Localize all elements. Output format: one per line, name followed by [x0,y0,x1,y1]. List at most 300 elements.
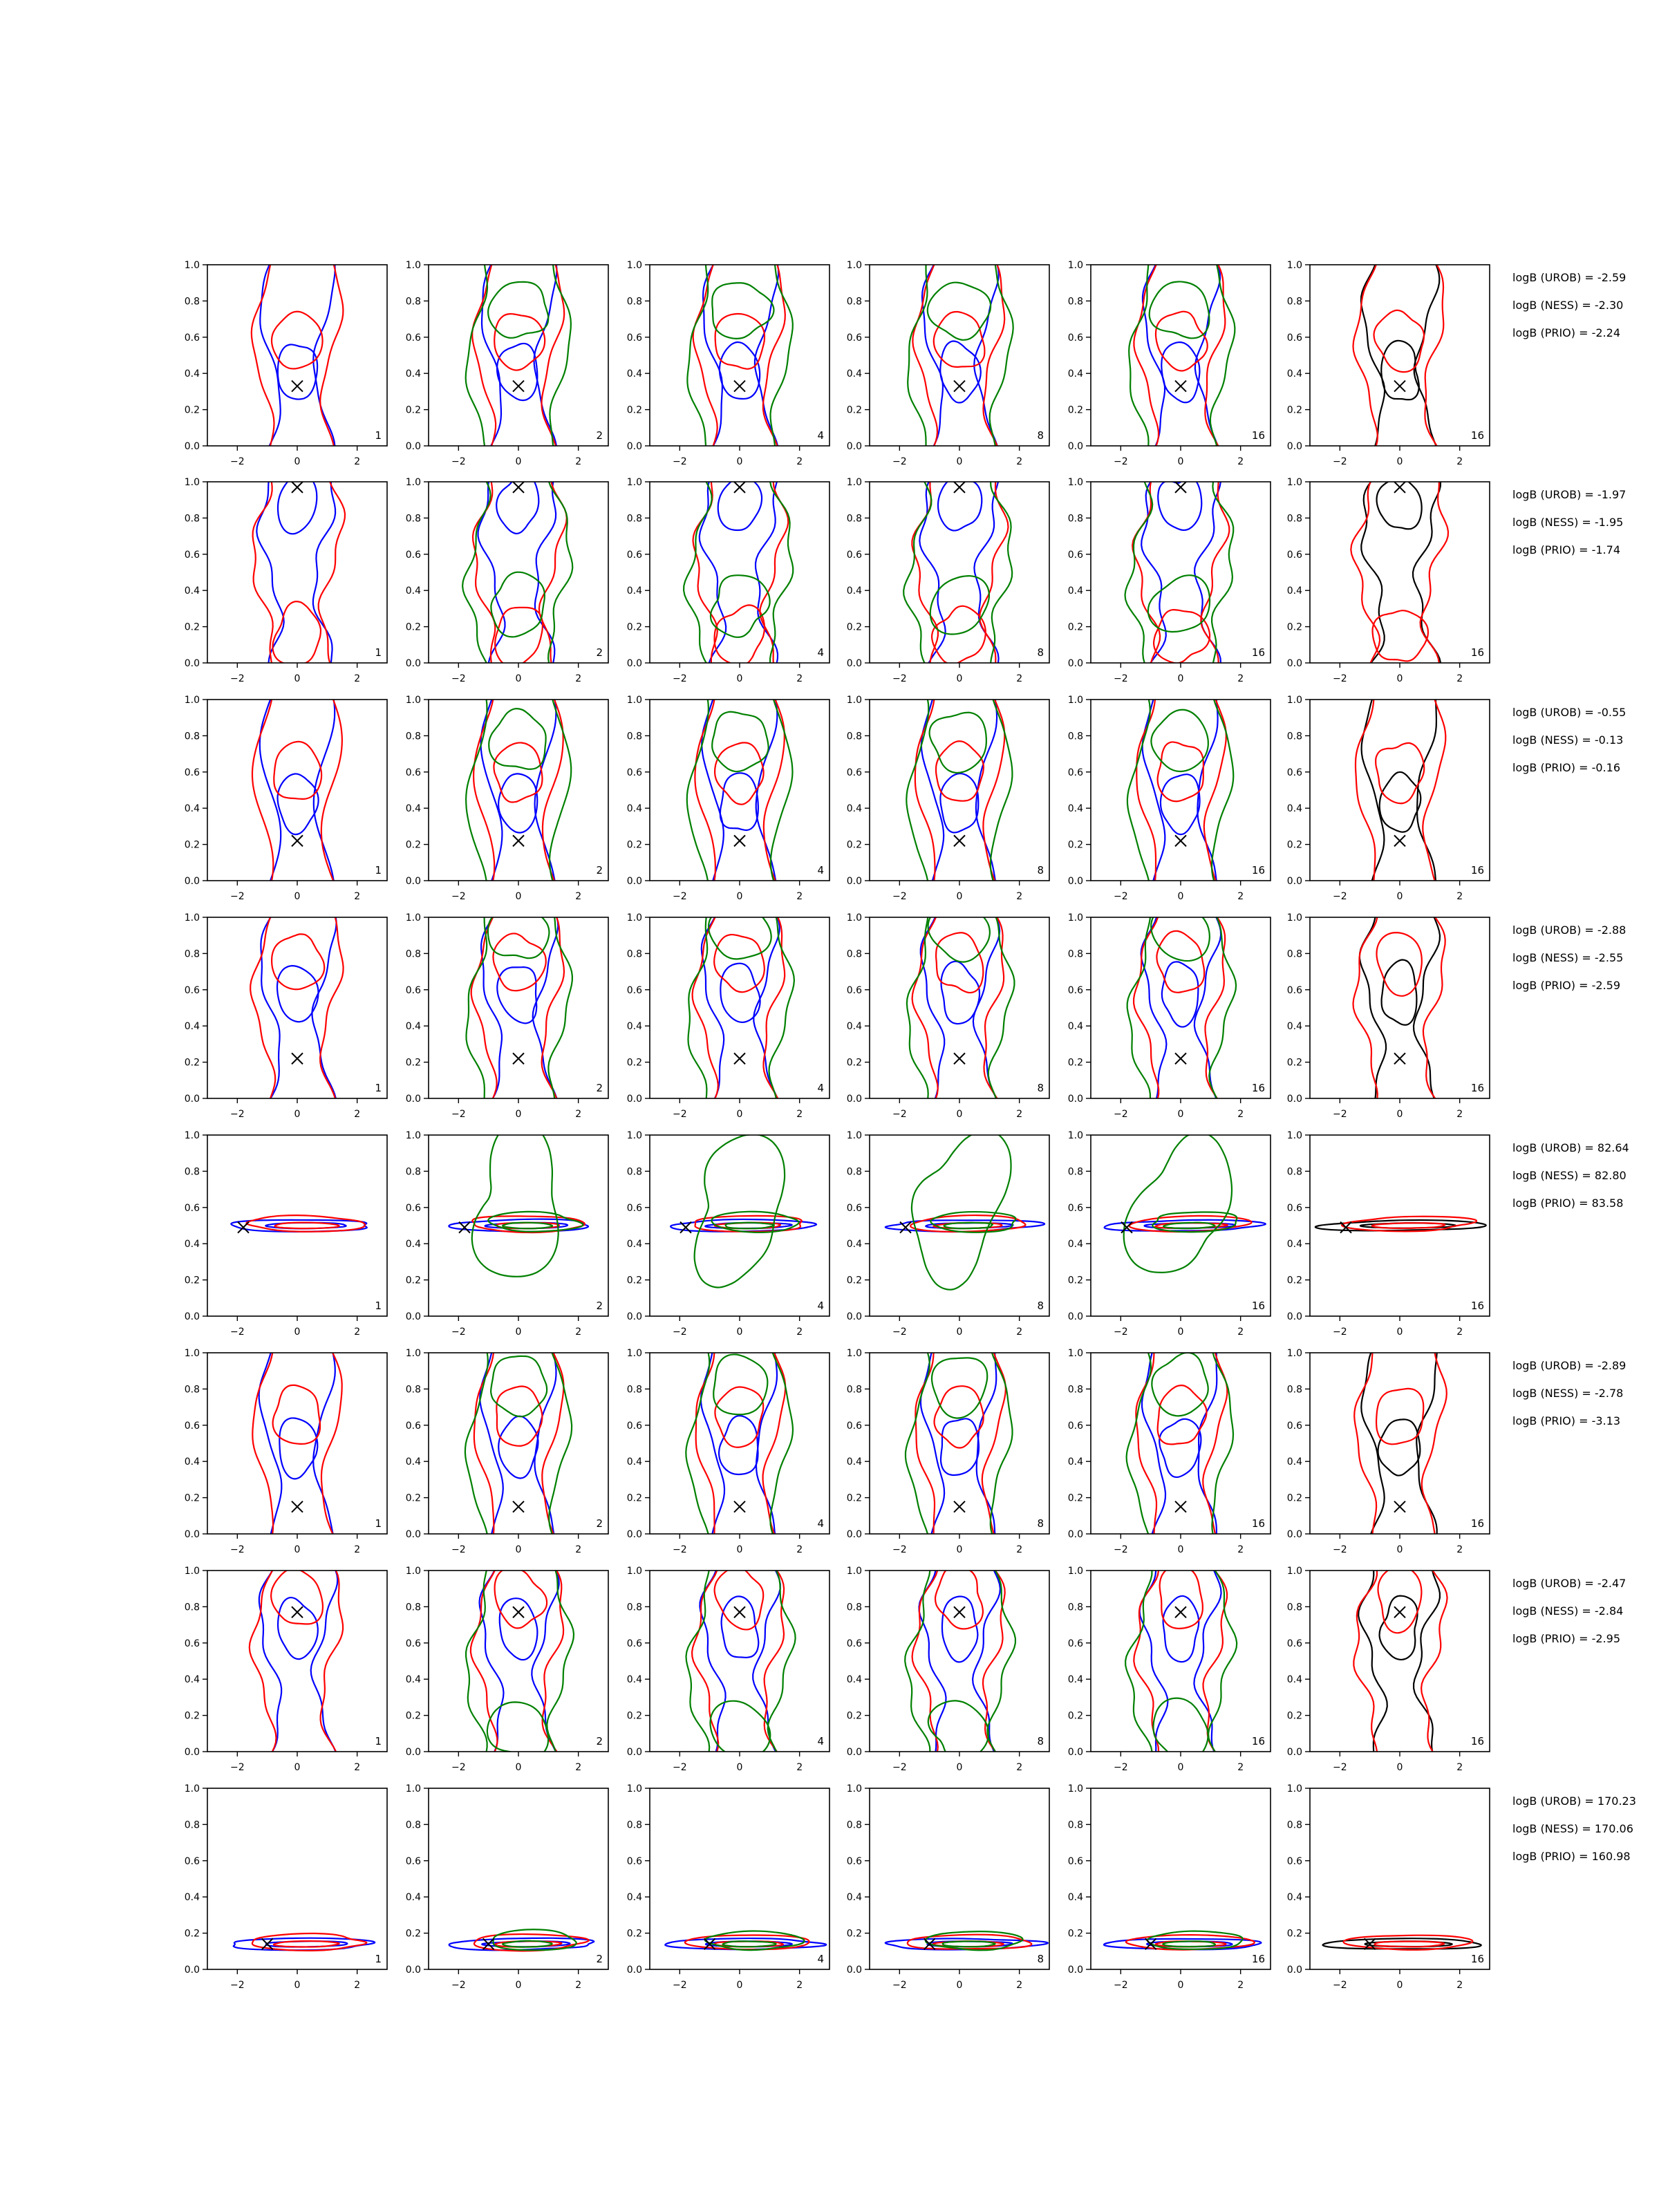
y-tick-label: 0.2 [846,1928,862,1940]
panel-frame [870,1571,1049,1752]
y-tick-label: 1.0 [184,1566,200,1577]
x-tick-label: 0 [956,1762,963,1773]
y-tick-label: 1.0 [1286,695,1302,706]
y-tick-label: 0.8 [1286,1819,1302,1831]
y-tick-label: 1.0 [1067,1348,1083,1359]
x-tick-label: 0 [1177,891,1184,902]
y-tick-label: 0.4 [1286,803,1302,815]
y-tick-label: 0.6 [1067,1855,1083,1867]
y-tick-label: 0.0 [184,876,200,887]
truth-marker [292,1053,303,1064]
contour-blue [885,1220,1044,1232]
truth-marker [1175,835,1186,846]
panel-r2-c5 [1068,477,1271,684]
contour-inner-loop [1376,743,1424,803]
contour-inner-loop [278,1597,318,1659]
contour-inner-loop [495,1568,547,1628]
contour-right-edge [550,700,571,881]
y-tick-label: 0.0 [846,1094,862,1105]
y-tick-label: 0.6 [1286,549,1302,561]
y-tick-label: 0.6 [184,1855,200,1867]
y-tick-label: 0.6 [626,1855,642,1867]
x-tick-label: 2 [354,1980,361,1991]
contour-group [1127,902,1236,1098]
contour-left-edge [465,1353,488,1534]
panel-count-label: 16 [1251,1953,1265,1965]
contour-left-edge [1142,1353,1165,1534]
y-tick-label: 0.4 [184,368,200,380]
contour-left-edge [1125,1571,1152,1752]
x-tick-label: −2 [892,1544,907,1555]
x-tick-label: 0 [515,456,522,467]
y-tick-label: 0.4 [1286,1021,1302,1033]
x-tick-label: 2 [1456,1327,1463,1338]
truth-marker [954,1053,965,1064]
contour-inner-loop [273,601,321,664]
contour-group [1104,1931,1262,1950]
panel-r8-c2 [406,1783,608,1991]
x-tick-label: −2 [673,891,687,902]
y-tick-label: 0.0 [626,1965,642,1976]
x-tick-label: 2 [1016,673,1023,684]
truth-marker [734,1053,745,1064]
y-tick-label: 0.4 [184,585,200,597]
y-tick-label: 0.6 [626,767,642,778]
x-tick-label: −2 [1114,1762,1128,1773]
contour-right-edge [548,482,572,663]
x-tick-label: 2 [1016,891,1023,902]
panel-count-label: 4 [817,864,824,877]
y-tick-label: 0.4 [1067,1674,1083,1686]
x-tick-label: −2 [230,1544,245,1555]
contour-inner [1372,1223,1445,1228]
y-tick-label: 0.6 [1286,984,1302,996]
contour-left-edge [1361,1353,1384,1534]
x-tick-label: −2 [1333,891,1347,902]
contour-right-edge [763,1353,786,1534]
contour-inner [1163,1941,1215,1947]
logB-prio-label: logB (PRIO) = -1.74 [1512,543,1620,556]
panel-count-label: 16 [1470,1082,1484,1094]
y-tick-label: 0.6 [1067,984,1083,996]
x-tick-label: 2 [575,1544,582,1555]
y-tick-label: 1.0 [1067,1130,1083,1141]
contour-left-edge [1134,265,1159,446]
contour-right-edge [1423,700,1445,881]
y-tick-label: 0.6 [184,332,200,344]
logB-ness-label: logB (NESS) = -2.78 [1512,1387,1624,1400]
x-tick-label: 0 [956,1109,963,1120]
y-tick-label: 0.4 [846,585,862,597]
contour-left-edge [1127,917,1150,1098]
contour-left-edge [1143,700,1165,881]
contour-group [684,476,793,666]
y-tick-label: 0.2 [405,1928,421,1940]
panel-r1-c4 [847,260,1049,467]
x-tick-label: 2 [1456,1109,1463,1120]
panel-r7-c3 [627,1566,830,1773]
y-tick-label: 0.2 [184,404,200,416]
x-tick-label: 2 [796,673,803,684]
x-tick-label: −2 [230,1109,245,1120]
panel-r6-c2 [406,1348,608,1555]
x-tick-label: 0 [736,456,743,467]
panel-count-label: 16 [1470,1953,1484,1965]
contour-inner-loop [278,774,319,834]
panel-count-label: 2 [596,1082,603,1094]
contour-left-edge [1134,917,1159,1098]
x-tick-label: 2 [1237,1109,1244,1120]
truth-marker [513,1501,524,1512]
contour-left-edge [686,1353,709,1534]
truth-marker [1394,1053,1405,1064]
logB-prio-label: logB (PRIO) = 160.98 [1512,1850,1631,1863]
panel-r7-c6 [1287,1566,1490,1773]
y-tick-label: 0.4 [1067,585,1083,597]
x-tick-label: 0 [294,456,301,467]
x-tick-label: −2 [1114,891,1128,902]
contour-group [885,1931,1048,1950]
contour-left-edge [253,482,273,663]
panel-r5-c3 [627,1130,830,1338]
contour-inner-loop [720,342,760,399]
x-tick-label: 0 [515,1544,522,1555]
contour-right-edge [771,700,793,881]
y-tick-label: 0.6 [1286,1638,1302,1649]
x-tick-label: 0 [1396,1544,1403,1555]
contour-group [462,473,572,667]
y-tick-label: 0.2 [1067,839,1083,851]
contour-group [687,700,793,881]
y-tick-label: 0.0 [846,1747,862,1758]
contour-left-edge [912,265,937,446]
panel-frame [870,482,1049,663]
contour-left-edge [466,1571,487,1752]
contour-group [449,1929,594,1951]
panel-count-label: 16 [1251,646,1265,659]
contour-inner-loop [1161,342,1199,402]
x-tick-label: 0 [515,673,522,684]
y-tick-label: 1.0 [1286,1566,1302,1577]
panel-r1-c1 [185,260,387,467]
panel-count-label: 8 [1037,1082,1044,1094]
x-tick-label: −2 [892,1762,907,1773]
y-tick-label: 0.6 [846,767,862,778]
y-tick-label: 0.8 [626,1819,642,1831]
contour-inner-loop [928,283,991,340]
logB-prio-label: logB (PRIO) = -0.16 [1512,761,1620,774]
panel-count-label: 1 [375,1300,382,1312]
x-tick-label: −2 [673,1762,687,1773]
panel-r3-c3 [627,695,830,902]
y-tick-label: 0.6 [626,549,642,561]
y-tick-label: 0.8 [184,948,200,960]
contour-inner-loop [710,1701,770,1759]
y-tick-label: 0.6 [626,332,642,344]
x-tick-label: 2 [575,673,582,684]
panel-frame [207,700,387,881]
logB-ness-label: logB (NESS) = -2.30 [1512,299,1624,312]
panel-count-label: 2 [596,429,603,442]
contour-right-edge [1204,700,1226,881]
x-tick-label: −2 [1333,1762,1347,1773]
y-tick-label: 0.0 [626,441,642,452]
y-tick-label: 0.0 [846,1965,862,1976]
y-tick-label: 1.0 [405,1566,421,1577]
x-tick-label: 0 [1396,1980,1403,1991]
y-tick-label: 0.6 [846,549,862,561]
contour-group [231,1215,366,1232]
contour-left-edge [912,1571,938,1752]
y-tick-label: 0.2 [405,1710,421,1722]
y-tick-label: 0.2 [1286,621,1302,633]
y-tick-label: 0.4 [405,1456,421,1468]
x-tick-label: −2 [230,891,245,902]
panel-count-label: 2 [596,1517,603,1530]
y-tick-label: 0.8 [1067,513,1083,525]
y-tick-label: 0.4 [626,368,642,380]
contour-left-edge [250,1571,276,1752]
y-tick-label: 0.8 [846,948,862,960]
contour-group [671,1134,816,1287]
truth-marker [734,1501,745,1512]
contour-inner-loop [1148,575,1210,632]
y-tick-label: 0.8 [405,1819,421,1831]
y-tick-label: 0.4 [184,1456,200,1468]
x-tick-label: −2 [892,456,907,467]
contour-group [1323,1936,1481,1950]
x-tick-label: 2 [1456,891,1463,902]
contour-right-edge [764,700,785,881]
y-tick-label: 1.0 [846,912,862,924]
x-tick-label: 0 [736,1544,743,1555]
y-tick-label: 0.2 [1286,1275,1302,1286]
y-tick-label: 1.0 [626,1783,642,1794]
contour-group [1353,917,1445,1098]
y-tick-label: 0.8 [405,1166,421,1178]
y-tick-label: 0.4 [1286,1674,1302,1686]
y-tick-label: 0.4 [1067,803,1083,815]
x-tick-label: −2 [230,1980,245,1991]
contour-right-edge [988,917,1015,1098]
y-tick-label: 0.4 [1067,1239,1083,1250]
contour-group [467,903,572,1098]
y-tick-label: 0.2 [1286,839,1302,851]
x-tick-label: −2 [673,456,687,467]
y-tick-label: 0.4 [405,1674,421,1686]
x-tick-label: −2 [451,1544,466,1555]
y-tick-label: 1.0 [846,1566,862,1577]
y-tick-label: 0.6 [846,1855,862,1867]
x-tick-label: 2 [575,1327,582,1338]
panel-frame [650,265,830,446]
y-tick-label: 0.0 [1067,876,1083,887]
contour-inner-loop [493,933,545,991]
truth-marker [954,835,965,846]
panel-r7-c2 [406,1566,608,1773]
y-tick-label: 0.4 [626,1456,642,1468]
x-tick-label: −2 [451,1109,466,1120]
panel-frame [1091,700,1271,881]
y-tick-label: 0.2 [1067,1928,1083,1940]
panel-count-label: 8 [1037,1953,1044,1965]
contour-left-edge [912,482,938,663]
y-tick-label: 0.6 [405,1420,421,1432]
y-tick-label: 0.0 [1286,658,1302,669]
panel-count-label: 16 [1251,1735,1265,1747]
y-tick-label: 0.2 [1286,404,1302,416]
contour-inner-loop [1162,962,1199,1027]
y-tick-label: 0.4 [626,1674,642,1686]
panel-frame [207,482,387,663]
contour-right-edge [1423,917,1445,1098]
x-tick-label: 0 [1396,891,1403,902]
y-tick-label: 1.0 [184,695,200,706]
contour-left-edge [921,917,944,1098]
y-tick-label: 0.2 [626,1492,642,1504]
y-tick-label: 0.2 [846,404,862,416]
truth-marker [513,381,524,392]
logB-urob-label: logB (UROB) = -2.88 [1512,924,1627,937]
y-tick-label: 1.0 [846,477,862,488]
y-tick-label: 0.6 [184,984,200,996]
y-tick-label: 0.2 [1067,1492,1083,1504]
y-tick-label: 0.6 [846,1202,862,1214]
x-tick-label: −2 [1333,1980,1347,1991]
y-tick-label: 0.0 [1067,658,1083,669]
logB-ness-label: logB (NESS) = -2.84 [1512,1604,1624,1618]
x-tick-label: 2 [354,1109,361,1120]
y-tick-label: 0.2 [405,1492,421,1504]
logB-ness-label: logB (NESS) = 170.06 [1512,1822,1633,1835]
y-tick-label: 1.0 [846,1130,862,1141]
y-tick-label: 0.8 [1286,1602,1302,1613]
truth-marker [292,1501,303,1512]
y-tick-label: 0.8 [1067,731,1083,742]
y-tick-label: 0.2 [1067,1275,1083,1286]
y-tick-label: 0.6 [184,549,200,561]
x-tick-label: 0 [736,673,743,684]
y-tick-label: 0.0 [1286,876,1302,887]
y-tick-label: 0.4 [405,368,421,380]
contour-group [1353,1566,1447,1752]
x-tick-label: 0 [1177,1762,1184,1773]
y-tick-label: 0.4 [846,1674,862,1686]
panel-frame [1091,265,1271,446]
x-tick-label: 2 [354,1327,361,1338]
x-tick-label: 2 [796,1980,803,1991]
panel-frame [870,700,1049,881]
y-tick-label: 0.2 [405,839,421,851]
logB-urob-label: logB (UROB) = -2.89 [1512,1359,1627,1372]
panel-r5-c4 [847,1130,1049,1338]
contour-left-edge [905,1571,930,1752]
x-tick-label: 0 [1177,1980,1184,1991]
panel-count-label: 16 [1470,646,1484,659]
panel-frame [870,1135,1049,1316]
panel-count-label: 4 [817,1517,824,1530]
x-tick-label: 2 [575,456,582,467]
panel-frame [1310,265,1490,446]
x-tick-label: 2 [1237,1980,1244,1991]
panel-frame [429,1571,608,1752]
x-tick-label: 0 [515,1762,522,1773]
truth-marker [513,1606,524,1618]
y-tick-label: 0.2 [1067,404,1083,416]
x-tick-label: 0 [294,1109,301,1120]
contour-group [449,1121,588,1277]
contour-inner-loop [1152,1353,1208,1416]
y-tick-label: 0.0 [1286,1747,1302,1758]
x-tick-label: −2 [1333,1327,1347,1338]
y-tick-label: 0.0 [626,1094,642,1105]
panel-r3-c1 [185,695,387,902]
contour-left-edge [260,265,280,446]
y-tick-label: 0.2 [626,1057,642,1069]
contour-group [903,478,1012,664]
panel-r5-c2 [406,1121,608,1338]
truth-marker [292,381,303,392]
y-tick-label: 0.6 [1286,767,1302,778]
y-tick-label: 0.4 [1067,1456,1083,1468]
y-tick-label: 0.0 [626,1747,642,1758]
panel-r7-c4 [847,1566,1049,1773]
panel-r4-c5 [1068,902,1271,1120]
panel-count-label: 16 [1251,864,1265,877]
panel-count-label: 8 [1037,1517,1044,1530]
x-tick-label: 2 [354,673,361,684]
y-tick-label: 0.2 [626,1928,642,1940]
y-tick-label: 0.8 [405,948,421,960]
y-tick-label: 0.0 [1067,441,1083,452]
contour-right-edge [313,482,335,663]
contour-group [665,1931,826,1951]
contour-inner-loop [930,713,986,773]
y-tick-label: 0.6 [184,1638,200,1649]
contour-inner-loop [720,773,758,830]
y-tick-label: 0.8 [405,1384,421,1396]
contour-group [1351,476,1448,663]
panel-count-label: 4 [817,1300,824,1312]
contour-left-edge [1353,917,1378,1098]
y-tick-label: 0.6 [846,1638,862,1649]
y-tick-label: 0.0 [626,1311,642,1322]
contour-red [1126,1935,1255,1949]
y-tick-label: 0.2 [1286,1492,1302,1504]
contour-right-edge [312,917,336,1098]
y-tick-label: 0.2 [846,1492,862,1504]
contour-right-edge [982,1353,1006,1534]
y-tick-label: 0.8 [626,948,642,960]
contour-inner-loop [1154,610,1210,663]
x-tick-label: 0 [956,673,963,684]
y-tick-label: 1.0 [1067,477,1083,488]
panel-count-label: 16 [1251,1300,1265,1312]
contour-green-wide [1124,1132,1232,1273]
y-tick-label: 0.0 [184,1529,200,1540]
contour-group [1125,478,1234,664]
y-tick-label: 0.6 [1067,1638,1083,1649]
y-tick-label: 0.2 [846,621,862,633]
y-tick-label: 0.0 [405,441,421,452]
contour-group [1127,700,1233,881]
y-tick-label: 0.8 [405,1602,421,1613]
y-tick-label: 0.0 [184,441,200,452]
y-tick-label: 0.8 [405,296,421,308]
x-tick-label: −2 [892,1327,907,1338]
contour-right-edge [974,265,998,446]
y-tick-label: 0.0 [626,1529,642,1540]
